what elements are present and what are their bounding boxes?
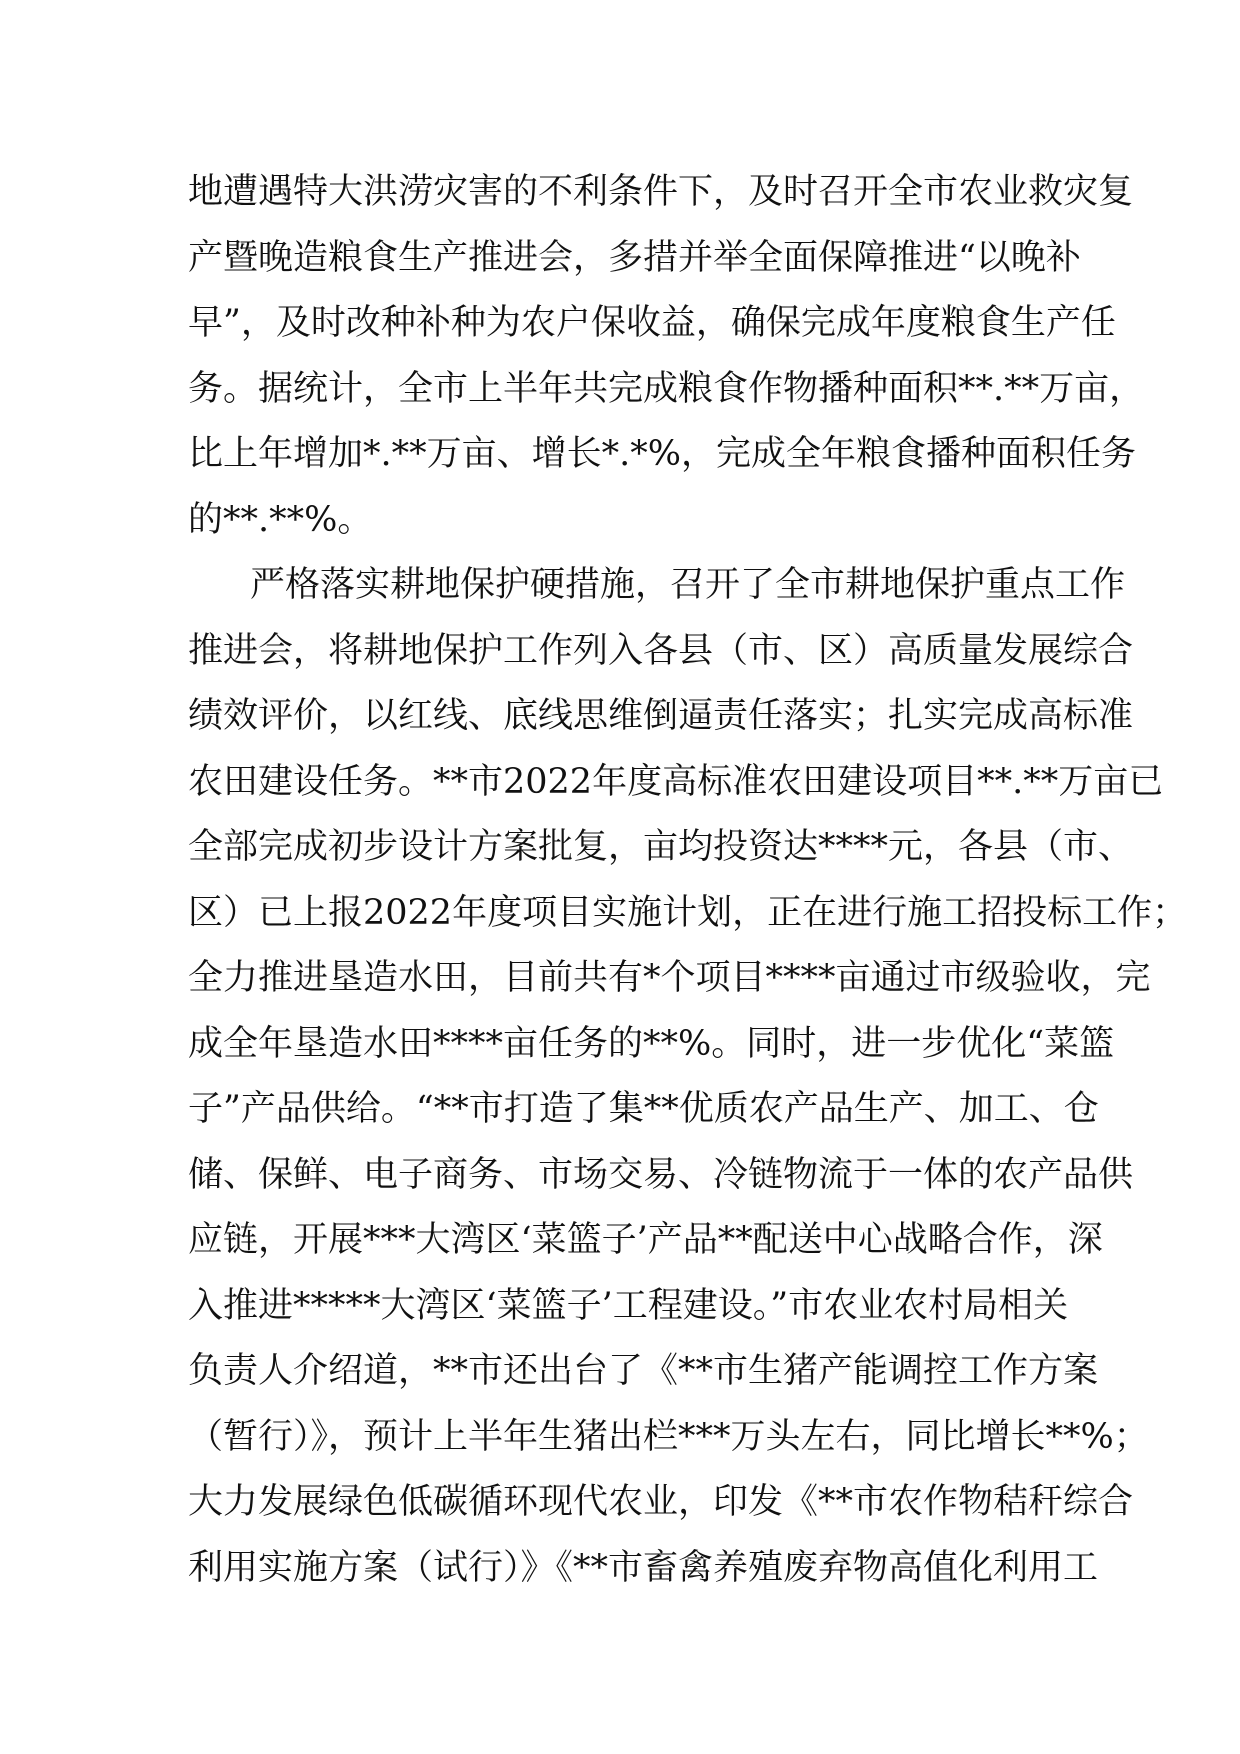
paragraph-line: 早”，及时改种补种为农户保收益，确保完成年度粮食生产任 bbox=[188, 303, 1116, 343]
paragraph-line: 农田建设任务。**市2022年度高标准农田建设项目**.**万亩已 bbox=[188, 761, 1164, 802]
paragraph-line: 入推进*****大湾区‘菜篮子’工程建设。”市农业农村局相关 bbox=[188, 1285, 1069, 1326]
paragraph-line: （暂行）》，预计上半年生猪出栏***万头左右，同比增长**%； bbox=[188, 1416, 1149, 1457]
paragraph-line: 利用实施方案（试行）》《**市畜禽养殖废弃物高值化利用工 bbox=[188, 1547, 1099, 1588]
paragraph-line: 区）已上报2022年度项目实施计划，正在进行施工招投标工作； bbox=[188, 892, 1188, 933]
paragraph-line: 负责人介绍道，**市还出台了《**市生猪产能调控工作方案 bbox=[188, 1351, 1099, 1391]
paragraph-line: 地遭遇特大洪涝灾害的不利条件下，及时召开全市农业救灾复 bbox=[188, 172, 1134, 212]
paragraph-line: 的**.**%。 bbox=[188, 499, 373, 540]
paragraph-line: 储、保鲜、电子商务、市场交易、冷链物流于一体的农产品供 bbox=[188, 1154, 1134, 1195]
paragraph-line: 推进会，将耕地保护工作列入各县（市、区）高质量发展综合 bbox=[188, 630, 1134, 671]
paragraph-line: 大力发展绿色低碳循环现代农业，印发《**市农作物秸秆综合 bbox=[188, 1482, 1134, 1522]
paragraph-line: 严格落实耕地保护硬措施，召开了全市耕地保护重点工作 bbox=[250, 565, 1126, 605]
paragraph-line: 全部完成初步设计方案批复，亩均投资达****元，各县（市、 bbox=[188, 827, 1134, 867]
document-page bbox=[188, 160, 1188, 1601]
paragraph-line: 成全年垦造水田****亩任务的**%。同时，进一步优化“菜篮 bbox=[188, 1023, 1115, 1064]
paragraph-line: 产暨晚造粮食生产推进会，多措并举全面保障推进“以晚补 bbox=[188, 237, 1081, 278]
paragraph-2 bbox=[188, 553, 1188, 1601]
paragraph-line: 绩效评价，以红线、底线思维倒逼责任落实；扎实完成高标准 bbox=[188, 696, 1134, 736]
paragraph-line: 应链，开展***大湾区‘菜篮子’产品**配送中心战略合作，深 bbox=[188, 1220, 1103, 1260]
paragraph-line: 务。据统计，全市上半年共完成粮食作物播种面积**.**万亩， bbox=[188, 368, 1145, 409]
paragraph-line: 子”产品供给。“**市打造了集**优质农产品生产、加工、仓 bbox=[188, 1089, 1099, 1129]
paragraph-line: 全力推进垦造水田，目前共有*个项目****亩通过市级验收，完 bbox=[188, 958, 1151, 998]
paragraph-line: 比上年增加*.**万亩、增长*.*%，完成全年粮食播种面积任务 bbox=[188, 434, 1137, 474]
paragraph-1 bbox=[188, 160, 1145, 553]
